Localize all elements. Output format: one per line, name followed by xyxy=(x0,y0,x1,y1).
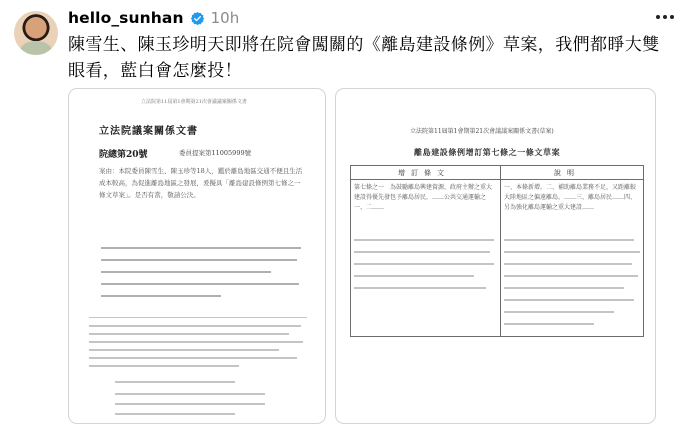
username[interactable]: hello_sunhan xyxy=(68,9,184,27)
post-time: 10h xyxy=(210,9,240,27)
post-text xyxy=(68,32,668,84)
right-doc-table-title: 離島建設條例增訂第七條之一條文草案 xyxy=(414,147,561,157)
more-options-icon[interactable] xyxy=(656,10,674,24)
post-text-line-1: 陳雪生、陳玉珍明天即將在院會闖關的《離島建設條例》草案，我們都睜大雙 xyxy=(68,35,660,55)
attached-image-1[interactable] xyxy=(68,88,326,424)
avatar[interactable] xyxy=(14,11,58,55)
left-doc-title: 立法院議案關係文書 xyxy=(99,126,198,137)
right-doc-right-text: 一、本條新增。二、補助離島業務不足，又距離較大陸地區之偏遠離島，……三、離島居民……四、另為強化離島運輸之重大建設…… xyxy=(504,184,637,211)
avatar-shirt xyxy=(20,41,52,55)
right-doc-col-left-header: 增訂條文 xyxy=(398,169,450,177)
left-doc-header: 立法院第11屆第1會期第21次會議議案關係文書 xyxy=(141,99,247,105)
right-doc-left-text: 第七條之一 為鼓勵離島興建資源，政府主辦之重大建設得優先發包予離島居民，……公共交通運輸之一、二…… xyxy=(354,184,493,211)
attached-image-2[interactable] xyxy=(335,88,656,424)
right-doc-header: 立法院第11屆第1會期第21次會議議案關係文書(草案) xyxy=(410,128,554,135)
right-doc-col-right-header: 說明 xyxy=(554,169,580,177)
post-header xyxy=(68,8,239,28)
left-doc-number-right: 委員提案第11005999號 xyxy=(179,149,252,157)
left-doc-number: 院總第20號 xyxy=(99,150,148,160)
verified-badge-icon xyxy=(190,11,205,26)
left-doc-body: 案由：本院委員陳雪生、陳玉珍等18人，鑑於離島地區交通不便且生活成本較高，為促進離島地區之發展，爰擬具「離島建設條例第七條之一條文草案」。是否有當，敬請公決。 xyxy=(99,167,303,199)
post-text-line-2: 眼看，藍白會怎麼投！ xyxy=(68,61,242,81)
